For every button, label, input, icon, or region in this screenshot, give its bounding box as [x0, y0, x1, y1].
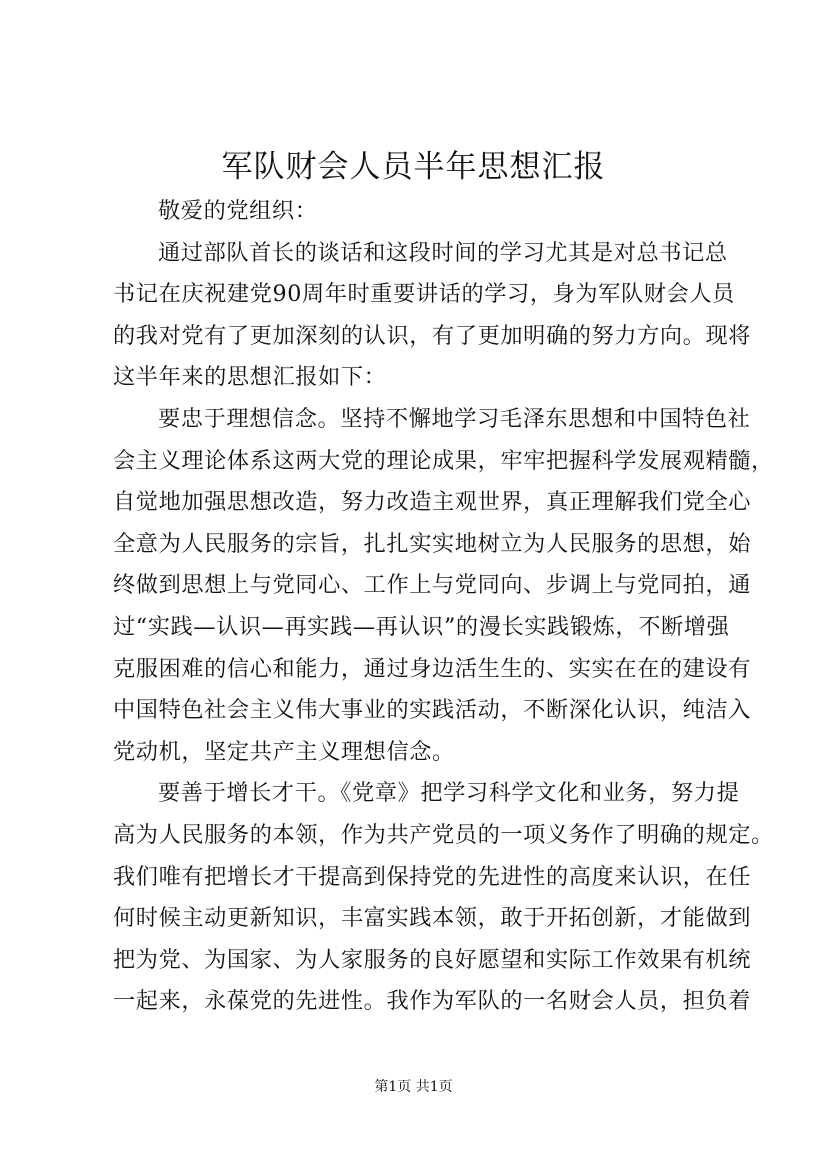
- body-line: 要善于增长才干。《党章》把学习科学文化和业务，努力提: [158, 780, 740, 807]
- body-line: 何时候主动更新知识，丰富实践本领，敢于开拓创新，才能做到: [113, 905, 752, 932]
- body-line: 敬爱的党组织：: [158, 198, 318, 224]
- body-line: 过“实践—认识—再实践—再认识”的漫长实践锻炼，不断增强: [113, 613, 730, 640]
- body-line: 这半年来的思想汇报如下：: [113, 364, 387, 391]
- body-line: 全意为人民服务的宗旨，扎扎实实地树立为人民服务的思想，始: [113, 530, 752, 557]
- body-line: 的我对党有了更加深刻的认识，有了更加明确的努力方向。现将: [113, 322, 752, 349]
- body-line: 中国特色社会主义伟大事业的实践活动，不断深化认识，纯洁入: [113, 697, 752, 724]
- page-footer: 第1页 共1页: [374, 1079, 453, 1095]
- body-line: 要忠于理想信念。坚持不懈地学习毛泽东思想和中国特色社: [158, 405, 751, 432]
- body-line: 把为党、为国家、为人家服务的良好愿望和实际工作效果有机统: [113, 946, 752, 973]
- body-line: 高为人民服务的本领，作为共产党员的一项义务作了明确的规定。: [113, 821, 774, 848]
- body-line: 一起来，永葆党的先进性。我作为军队的一名财会人员，担负着: [113, 988, 752, 1015]
- body-line: 克服困难的信心和能力，通过身边活生生的、实实在在的建设有: [113, 655, 752, 682]
- body-line: 我们唯有把增长才干提高到保持党的先进性的高度来认识，在任: [113, 863, 752, 890]
- body-line: 会主义理论体系这两大党的理论成果，牢牢把握科学发展观精髓，: [113, 447, 774, 474]
- document-body: [113, 191, 774, 1023]
- body-line: 自觉地加强思想改造，努力改造主观世界，真正理解我们党全心: [113, 489, 752, 516]
- body-line: 终做到思想上与党同心、工作上与党同向、步调上与党同拍，通: [113, 572, 752, 599]
- body-line: 书记在庆祝建党90周年时重要讲话的学习，身为军队财会人员: [113, 281, 735, 308]
- document-title: 军队财会人员半年思想汇报: [221, 149, 606, 185]
- body-line: 通过部队首长的谈话和这段时间的学习尤其是对总书记总: [158, 239, 728, 266]
- body-line: 党动机，坚定共产主义理想信念。: [113, 738, 455, 765]
